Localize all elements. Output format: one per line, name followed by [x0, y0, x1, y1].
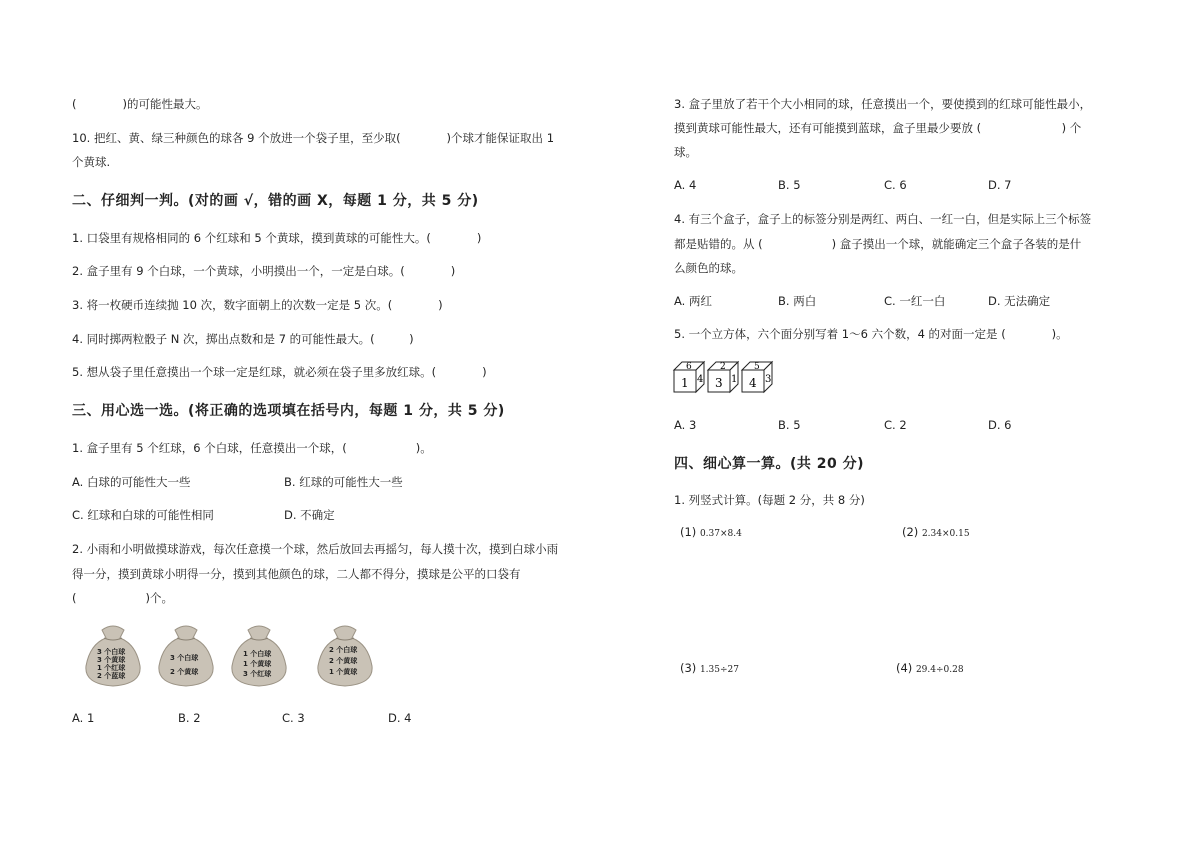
cube1-front: 1 — [681, 376, 689, 390]
bag1-line3: 1 个红球 — [97, 664, 126, 672]
choice5-option-d: D. 6 — [988, 418, 1012, 432]
choice2-option-c: C. 3 — [282, 711, 305, 725]
bag3-line2: 1 个黄球 — [243, 660, 272, 668]
section4-title: 四、细心算一算。(共 20 分) — [674, 456, 865, 472]
section3-title: 三、用心选一选。(将正确的选项填在括号内，每题 1 分，共 5 分) — [72, 403, 505, 419]
judge-item-5: 5. 想从袋子里任意摸出一个球一定是红球，就必须在袋子里多放红球。( ) — [72, 365, 487, 379]
choice4-line1: 4. 有三个盒子，盒子上的标签分别是两红、两白、一红一白，但是实际上三个标签 — [674, 212, 1092, 226]
calc-item-1 — [680, 525, 742, 539]
choice4-option-d: D. 无法确定 — [988, 294, 1051, 308]
choice2-option-d: D. 4 — [388, 711, 412, 725]
choice3-line1: 3. 盒子里放了若干个大小相同的球，任意摸出一个，要使摸到的红球可能性最小， — [674, 97, 1092, 111]
choice1-option-b: B. 红球的可能性大一些 — [284, 475, 403, 489]
q9-tail: ( )的可能性最大。 — [72, 97, 208, 111]
choice1-option-a: A. 白球的可能性大一些 — [72, 475, 191, 489]
choice3-line2: 摸到黄球可能性最大，还有可能摸到蓝球，盒子里最少要放 ( ) 个 — [674, 121, 1082, 135]
bag1-line2: 3 个黄球 — [97, 656, 126, 664]
choice2-line2: 得一分，摸到黄球小明得一分，摸到其他颜色的球，二人都不得分，摸球是公平的口袋有 — [72, 567, 521, 581]
cube2-top: 2 — [720, 362, 726, 372]
bag-image-3 — [226, 622, 292, 688]
bag-image-2 — [153, 622, 219, 688]
choice3-option-a: A. 4 — [674, 178, 697, 192]
choice4-option-c: C. 一红一白 — [884, 294, 946, 308]
calc3-num: (3) — [680, 661, 697, 675]
cube-2 — [708, 362, 738, 392]
calc1-expr: 0.37×8.4 — [699, 529, 742, 539]
cube2-front: 3 — [715, 376, 723, 390]
calc3-expr: 1.35÷27 — [699, 665, 739, 675]
judge-item-2: 2. 盒子里有 9 个白球，一个黄球，小明摸出一个，一定是白球。( ) — [72, 264, 456, 278]
calc-item-2 — [902, 525, 970, 539]
calc2-num: (2) — [902, 525, 919, 539]
calc2-expr: 2.34×0.15 — [921, 529, 970, 539]
cube1-top: 6 — [686, 362, 692, 372]
calc-title: 1. 列竖式计算。(每题 2 分，共 8 分) — [674, 493, 865, 507]
cubes-image — [672, 358, 782, 396]
cube1-side: 4 — [697, 374, 704, 385]
choice2-line1: 2. 小雨和小明做摸球游戏，每次任意摸一个球，然后放回去再摇匀，每人摸十次，摸到白球小雨 — [72, 542, 559, 556]
bag1-line1: 3 个白球 — [97, 648, 126, 656]
choice4-line3: 么颜色的球。 — [674, 261, 743, 275]
bag-image-1 — [80, 622, 146, 688]
calc4-expr: 29.4÷0.28 — [915, 665, 964, 675]
choice5-option-a: A. 3 — [674, 418, 697, 432]
calc4-num: (4) — [896, 661, 913, 675]
choice5-option-c: C. 2 — [884, 418, 907, 432]
calc-item-4 — [896, 661, 964, 675]
section2-title: 二、仔细判一判。(对的画 √，错的画 X，每题 1 分，共 5 分) — [72, 193, 479, 209]
choice2-line3: ( )个。 — [72, 591, 173, 605]
cube-3 — [742, 362, 772, 392]
choice1-stem: 1. 盒子里有 5 个红球，6 个白球，任意摸出一个球，( )。 — [72, 441, 432, 455]
choice4-line2: 都是贴错的。从 ( ) 盒子摸出一个球，就能确定三个盒子各装的是什 — [674, 237, 1082, 251]
cube-1 — [674, 362, 704, 392]
choice5-option-b: B. 5 — [778, 418, 801, 432]
choice3-option-d: D. 7 — [988, 178, 1012, 192]
bag4-line3: 1 个黄球 — [329, 668, 358, 676]
choice3-line3: 球。 — [674, 145, 697, 159]
q10-line1: 10. 把红、黄、绿三种颜色的球各 9 个放进一个袋子里，至少取( )个球才能保证取出 1 — [72, 131, 555, 145]
calc1-num: (1) — [680, 525, 697, 539]
cube3-side: 3 — [765, 374, 772, 385]
cube3-top: 5 — [754, 362, 760, 372]
choice1-option-d: D. 不确定 — [284, 508, 335, 522]
bag-image-4 — [312, 622, 378, 688]
choice4-option-b: B. 两白 — [778, 294, 817, 308]
bag4-line1: 2 个白球 — [329, 646, 358, 654]
choice3-option-c: C. 6 — [884, 178, 907, 192]
bag2-line1: 3 个白球 — [170, 654, 199, 662]
judge-item-4: 4. 同时掷两粒骰子 N 次，掷出点数和是 7 的可能性最大。( ) — [72, 332, 414, 346]
bag4-line2: 2 个黄球 — [329, 657, 358, 665]
judge-item-3: 3. 将一枚硬币连续抛 10 次，数字面朝上的次数一定是 5 次。( ) — [72, 298, 443, 312]
choice5-stem: 5. 一个立方体，六个面分别写着 1～6 六个数，4 的对面一定是 ( )。 — [674, 327, 1068, 341]
choice1-option-c: C. 红球和白球的可能性相同 — [72, 508, 214, 522]
choice3-option-b: B. 5 — [778, 178, 801, 192]
choice4-option-a: A. 两红 — [674, 294, 712, 308]
calc-item-3 — [680, 661, 739, 675]
choice2-option-a: A. 1 — [72, 711, 95, 725]
cube2-side: 1 — [731, 374, 738, 385]
cube3-front: 4 — [749, 376, 757, 390]
judge-item-1: 1. 口袋里有规格相同的 6 个红球和 5 个黄球，摸到黄球的可能性大。( ) — [72, 231, 482, 245]
bag1-line4: 2 个蓝球 — [97, 672, 126, 680]
bag3-line1: 1 个白球 — [243, 650, 272, 658]
bag3-line3: 3 个红球 — [243, 670, 272, 678]
choice2-option-b: B. 2 — [178, 711, 201, 725]
bag2-line2: 2 个黄球 — [170, 668, 199, 676]
q10-line2: 个黄球. — [72, 155, 111, 169]
